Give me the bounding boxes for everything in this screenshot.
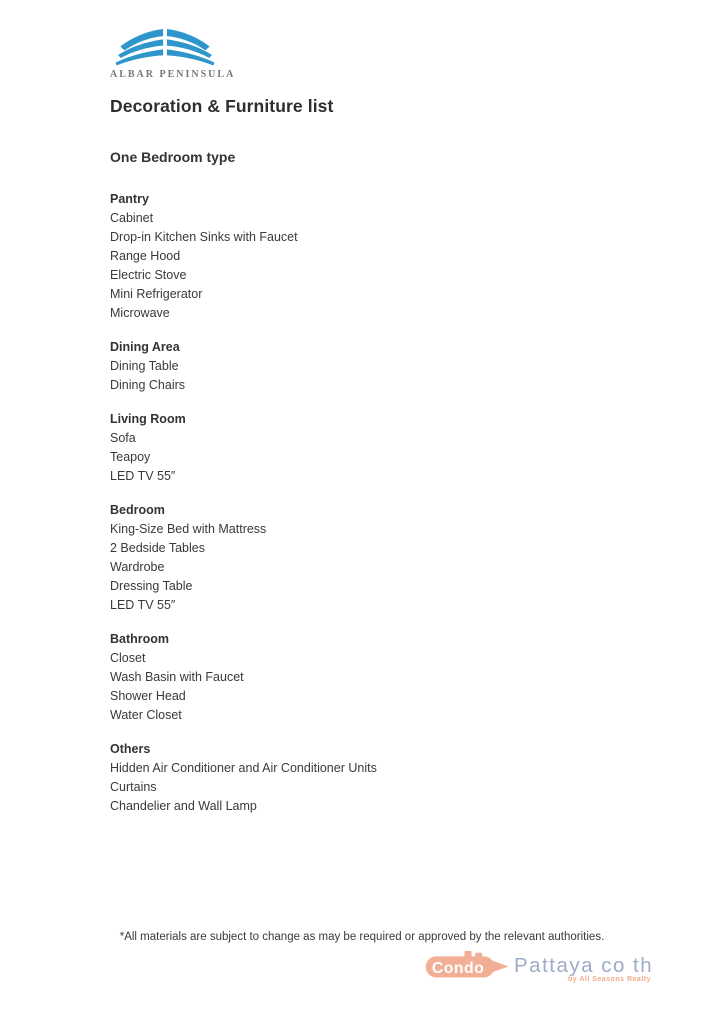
list-item: Wardrobe	[110, 560, 165, 574]
brand-block	[110, 28, 236, 80]
section-heading: Living Room	[110, 412, 186, 426]
list-item: Shower Head	[110, 689, 186, 703]
list-item: Curtains	[110, 780, 157, 794]
list-item: LED TV 55″	[110, 598, 176, 612]
watermark-tagline: by All Seasons Realty	[568, 976, 651, 983]
list-item: Closet	[110, 651, 146, 665]
section-living-room	[110, 410, 590, 486]
list-item: Sofa	[110, 431, 136, 445]
list-item: Water Closet	[110, 708, 182, 722]
watermark-site-name: Pattaya co th	[514, 954, 654, 977]
unit-type-heading: One Bedroom type	[110, 149, 236, 165]
section-heading: Dining Area	[110, 340, 180, 354]
list-item: Dressing Table	[110, 579, 193, 593]
section-bedroom	[110, 501, 590, 615]
section-heading: Others	[110, 742, 151, 756]
list-item: Electric Stove	[110, 268, 187, 282]
list-item: Dining Table	[110, 359, 179, 373]
page-title: Decoration & Furniture list	[110, 96, 334, 116]
section-heading: Pantry	[110, 192, 149, 206]
list-item: Hidden Air Conditioner and Air Conditioner Units	[110, 761, 377, 775]
list-item: Microwave	[110, 306, 170, 320]
list-item: Wash Basin with Faucet	[110, 670, 244, 684]
list-item: 2 Bedside Tables	[110, 541, 205, 555]
footnote: *All materials are subject to change as may be required or approved by the relevant authorities.	[119, 931, 605, 943]
section-heading: Bathroom	[110, 632, 170, 646]
list-item: Cabinet	[110, 211, 154, 225]
condo-key-icon	[424, 950, 512, 982]
albar-peninsula-arches-icon	[115, 28, 215, 66]
list-item: LED TV 55″	[110, 469, 176, 483]
furniture-list	[110, 190, 590, 831]
list-item: Mini Refrigerator	[110, 287, 203, 301]
list-item: Range Hood	[110, 249, 181, 263]
section-heading: Bedroom	[110, 503, 165, 517]
section-others	[110, 740, 590, 816]
section-pantry	[110, 190, 590, 323]
list-item: Teapoy	[110, 450, 151, 464]
condopattaya-watermark	[424, 950, 653, 982]
brand-name: ALBAR PENINSULA	[110, 69, 236, 80]
list-item: Chandelier and Wall Lamp	[110, 799, 257, 813]
list-item: Drop-in Kitchen Sinks with Faucet	[110, 230, 298, 244]
section-dining-area	[110, 338, 590, 395]
section-bathroom	[110, 630, 590, 725]
list-item: Dining Chairs	[110, 378, 186, 392]
list-item: King-Size Bed with Mattress	[110, 522, 267, 536]
svg-text:Condo: Condo	[431, 960, 485, 978]
